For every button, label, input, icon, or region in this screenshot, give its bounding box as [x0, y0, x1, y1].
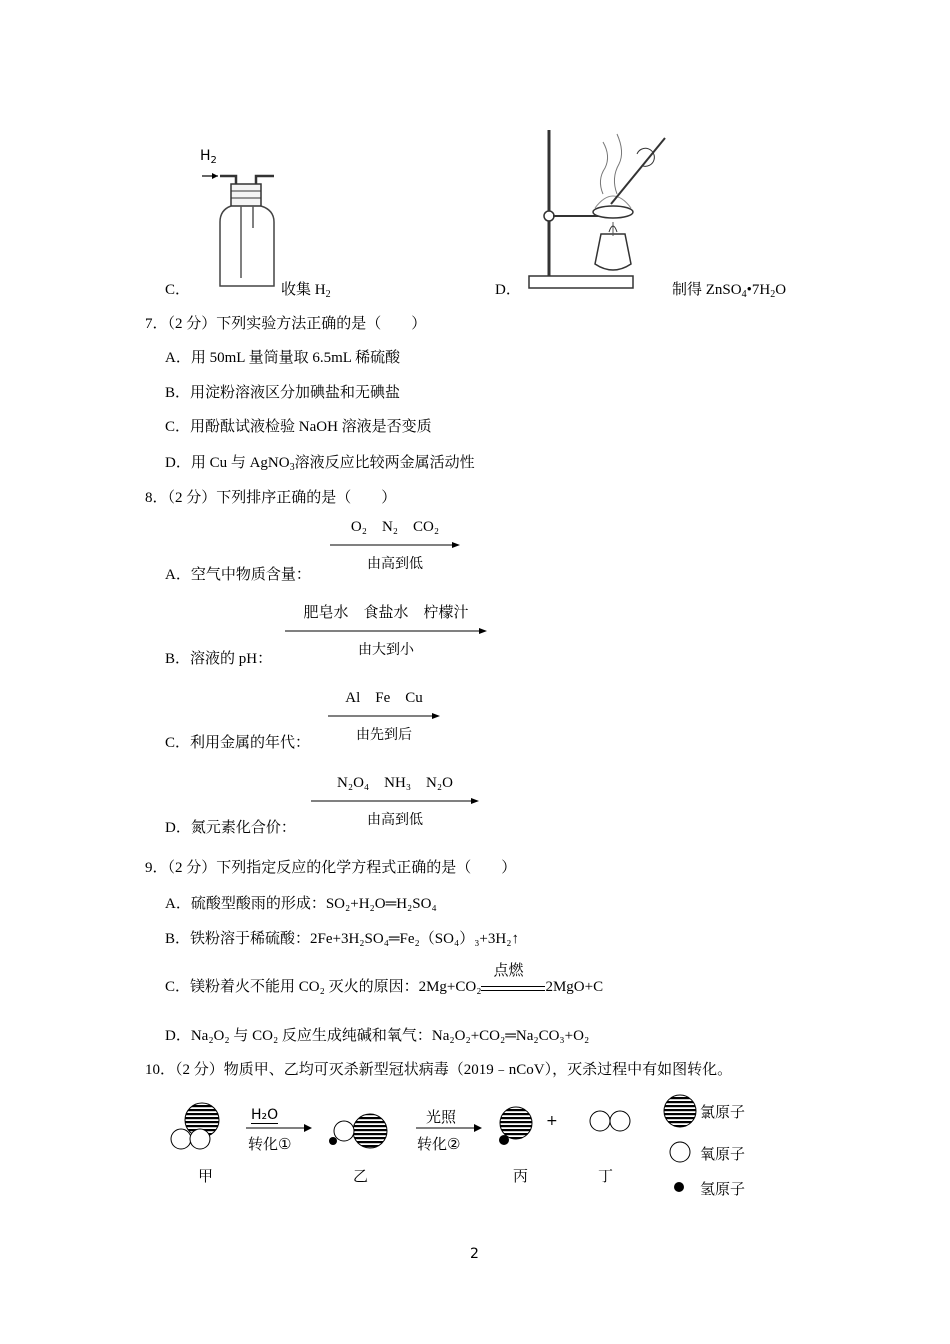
arrow-right-icon	[311, 798, 479, 804]
option-d-caption: 制得 $ZnSO_4•7H_2O$	[672, 282, 787, 300]
arrow-right-icon	[285, 628, 487, 634]
q7-option-a: A．用 50mL 量筒量取 6.5mL 稀硫酸	[165, 350, 401, 366]
gas-collection-bottle-figure	[196, 160, 286, 290]
q8-a-sequence-top: O₂ N₂ CO₂	[350, 519, 440, 535]
q10-stem: 10．（2 分）物质甲、乙均可灭杀新型冠状病毒（2019﹣nCoV），灭杀过程中有如图转化。	[145, 1062, 733, 1078]
q8-b-sequence-arrow	[285, 601, 487, 659]
q8-a-sequence-arrow	[330, 515, 460, 573]
arrow-right-icon	[330, 542, 460, 548]
molecule-name-bing: 丙	[513, 1167, 529, 1185]
arrow2-bottom-label: 转化②	[417, 1135, 461, 1153]
q8-c-sequence-bottom: 由先到后	[356, 727, 412, 743]
molecule-yi	[329, 1114, 387, 1148]
q8-option-c: C．利用金属的年代：	[165, 735, 311, 751]
legend-chlorine: 氯原子	[700, 1103, 746, 1121]
hydrogen-atom-icon	[674, 1182, 684, 1192]
option-d-label: D．	[495, 282, 521, 298]
molecule-ding	[590, 1111, 630, 1131]
molecule-jia	[171, 1103, 219, 1149]
arrow-right-icon	[328, 713, 440, 719]
q8-option-b: B．溶液的 pH：	[165, 651, 273, 667]
c-gas-label: $H_2$	[200, 148, 217, 166]
q9-stem: 9．（2 分）下列指定反应的化学方程式正确的是（ ）	[145, 860, 517, 876]
arrow2-top-label: 光照	[426, 1108, 457, 1126]
legend-hydrogen: 氢原子	[700, 1180, 746, 1198]
arrow1-top-label: H₂O	[251, 1107, 279, 1123]
q8-c-sequence-top: Al Fe Cu	[345, 690, 423, 706]
arrow1-bottom-label: 转化①	[248, 1135, 292, 1153]
molecule-name-ding: 丁	[598, 1167, 614, 1185]
q8-a-sequence-bottom: 由高到低	[367, 556, 423, 572]
q7-stem: 7．（2 分）下列实验方法正确的是（ ）	[145, 316, 427, 332]
reaction-condition-text: 点燃	[493, 960, 524, 979]
legend-oxygen: 氧原子	[700, 1145, 746, 1163]
q8-c-sequence-arrow	[328, 686, 440, 744]
q8-option-d: D．氮元素化合价：	[165, 820, 296, 836]
oxygen-atom-icon	[670, 1142, 690, 1162]
q9-option-b: B．铁粉溶于稀硫酸：2Fe+3H₂SO₄═Fe₂（SO₄）₃+3H₂↑	[165, 931, 519, 947]
q8-d-sequence-top: N₂O₄ NH₃ N₂O	[337, 775, 453, 791]
page-number: 2	[470, 1246, 479, 1262]
q7-option-d: D．用 Cu 与 AgNO$_3$溶液反应比较两金属活动性	[165, 455, 475, 473]
q8-stem: 8．（2 分）下列排序正确的是（ ）	[145, 490, 397, 506]
option-c-caption: 收集 $H_2$	[281, 282, 331, 300]
q7-option-b: B．用淀粉溶液区分加碘盐和无碘盐	[165, 385, 401, 401]
molecule-bing	[499, 1107, 532, 1145]
q8-d-sequence-arrow	[311, 771, 479, 829]
q7-option-c: C．用酚酞试液检验 NaOH 溶液是否变质	[165, 419, 432, 435]
molecule-name-yi: 乙	[353, 1167, 369, 1185]
q9-option-c: C．镁粉着火不能用 CO₂ 灭火的原因：2Mg+CO₂ 点燃 2MgO+C	[165, 960, 604, 995]
q8-d-sequence-bottom: 由高到低	[367, 812, 423, 828]
q9-option-d: D．Na₂O₂ 与 CO₂ 反应生成纯碱和氧气：Na₂O₂+CO₂═Na₂CO₃+O₂	[165, 1028, 590, 1044]
q8-option-a: A．空气中物质含量：	[165, 567, 311, 583]
q8-b-sequence-bottom: 由大到小	[358, 642, 414, 658]
q8-b-sequence-top: 肥皂水 食盐水 柠檬汁	[303, 603, 469, 621]
option-c-label: C．	[165, 282, 191, 298]
q9-option-a: A．硫酸型酸雨的形成：SO₂+H₂O═H₂SO₄	[165, 896, 437, 912]
molecule-name-jia: 甲	[198, 1167, 214, 1185]
reaction-condition-sign	[481, 960, 545, 995]
evaporation-apparatus-figure	[525, 124, 675, 294]
plus-sign: +	[546, 1113, 558, 1129]
chlorine-atom-icon	[664, 1095, 696, 1127]
